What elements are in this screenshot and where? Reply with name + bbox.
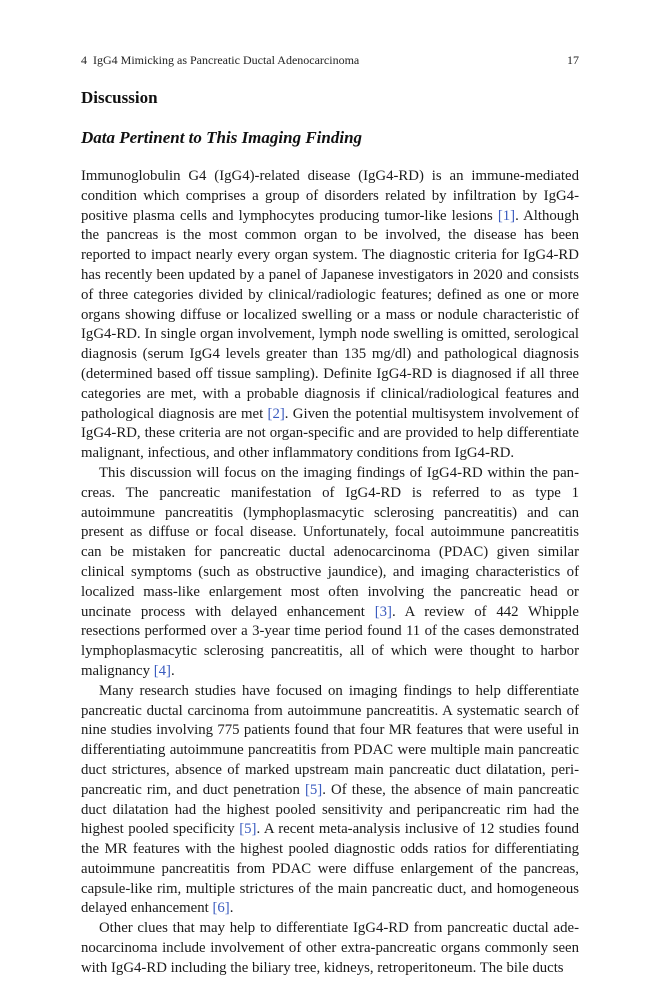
chapter-number: 4 [81, 53, 87, 67]
section-heading: Discussion [81, 88, 158, 107]
running-head-chapter [81, 52, 359, 68]
citation-link[interactable]: [6] [212, 900, 230, 917]
paragraph-1 [81, 167, 579, 464]
paragraph-2 [81, 464, 579, 682]
citation-link[interactable]: [5] [239, 821, 257, 838]
paragraph-text: . A review of 442 Whipple resections performed over a 3-year time period found 11 of the cases demonstrated lymphoplasmacytic sclerosing pancreatitis, all of which were thought to harbor malignancy [81, 603, 579, 679]
chapter-title: IgG4 Mimicking as Pancreatic Ductal Adenocarcinoma [93, 53, 360, 67]
citation-link[interactable]: [3] [374, 603, 392, 620]
paragraph-text: . Of these, the absence of main pancreatic duct dilatation had the highest pooled sensitivity and peripancreatic rim had the highest pooled specificity [81, 781, 579, 838]
paragraph-4 [81, 919, 579, 978]
paragraph-3 [81, 682, 579, 920]
page-number: 17 [567, 53, 579, 67]
body-text [81, 167, 579, 979]
paragraph-text: This discussion will focus on the imaging findings of IgG4-RD within the pancreas. The pancreatic manifestation of IgG4-RD is referred to as type 1 autoimmune pancreatitis (lymphoplasmacytic sclerosing pancreatitis) and can present as diffuse or focal disease. Unfortunately, focal autoimmune pancreatitis can be mistaken for pancreatic ductal adenocarcinoma (PDAC) given similar clinical symptoms (such as obstructive jaundice), and imaging characteristics of localized mass-like enlargement most often involving the pancreatic head or uncinate process with delayed enhancement [81, 464, 579, 620]
paragraph-text: . [229, 900, 234, 917]
citation-link[interactable]: [4] [153, 662, 171, 679]
paragraph-text: . [171, 662, 175, 679]
subsection-heading: Data Pertinent to This Imaging Finding [81, 128, 363, 147]
paragraph-text: . Given the potential multisystem involvement of IgG4-RD, these criteria are not organ-specific and are provided to help differentiate malignant, infectious, and other inflammatory conditions from IgG4-RD. [81, 405, 579, 462]
citation-link[interactable]: [2] [267, 405, 285, 422]
citation-link[interactable]: [1] [497, 207, 516, 224]
running-head [81, 52, 579, 68]
paragraph-text: Other clues that may help to differentiate IgG4-RD from pancreatic ductal adenocarcinoma include involvement of other extra-pancreatic organs commonly seen with IgG4-RD including the biliary tree, kidneys, retroperitoneum. The bile ducts [81, 920, 579, 976]
paragraph-text: . Although the pancreas is the most common organ to be involved, the disease has been reported to impact nearly every organ system. The diagnostic criteria for IgG4-RD has recently been updated by a panel of Japanese investigators in 2020 and consists of three categories divided by clinical/radiologic features; defined as one or more organs showing diffuse or localized swelling or a mass or nodule characteristic of IgG4-RD. In single organ involvement, lymph node swelling is omitted, serological diagnosis (serum IgG4 levels greater than 135 mg/dl) and pathological diagnosis (determined based off tissue sampling). Definite IgG4-RD is diagnosed if all three categories are met, with a probable diagnosis if clinical/radiological features and pathological diagnosis are met [81, 207, 579, 422]
paragraph-text: Immunoglobulin G4 (IgG4)-related disease (IgG4-RD) is an immune-mediated condition which comprises a group of disorders related by infiltration by IgG4-positive plasma cells and lymphocytes producing tumor-like lesions [81, 168, 579, 224]
paragraph-text: Many research studies have focused on imaging findings to help differentiate pancreatic ductal carcinoma from autoimmune pancreatitis. A systematic search of nine studies involving 775 patients found that four MR features that were useful in differentiating autoimmune pancreatitis from PDAC were multiple main pancreatic duct strictures, absence of marked upstream main pancreatic duct dilatation, peripancreatic rim, and duct penetration [81, 682, 579, 798]
paragraph-text: . A recent meta-analysis inclusive of 12 studies found the MR features with the highest pooled diagnostic odds ratios for differentiating autoimmune pancreatitis from PDAC were diffuse enlargement of the pancreas, capsule-like rim, multiple strictures of the main pancreatic duct, and homogeneous delayed enhancement [81, 821, 579, 917]
citation-link[interactable]: [5] [304, 781, 323, 798]
